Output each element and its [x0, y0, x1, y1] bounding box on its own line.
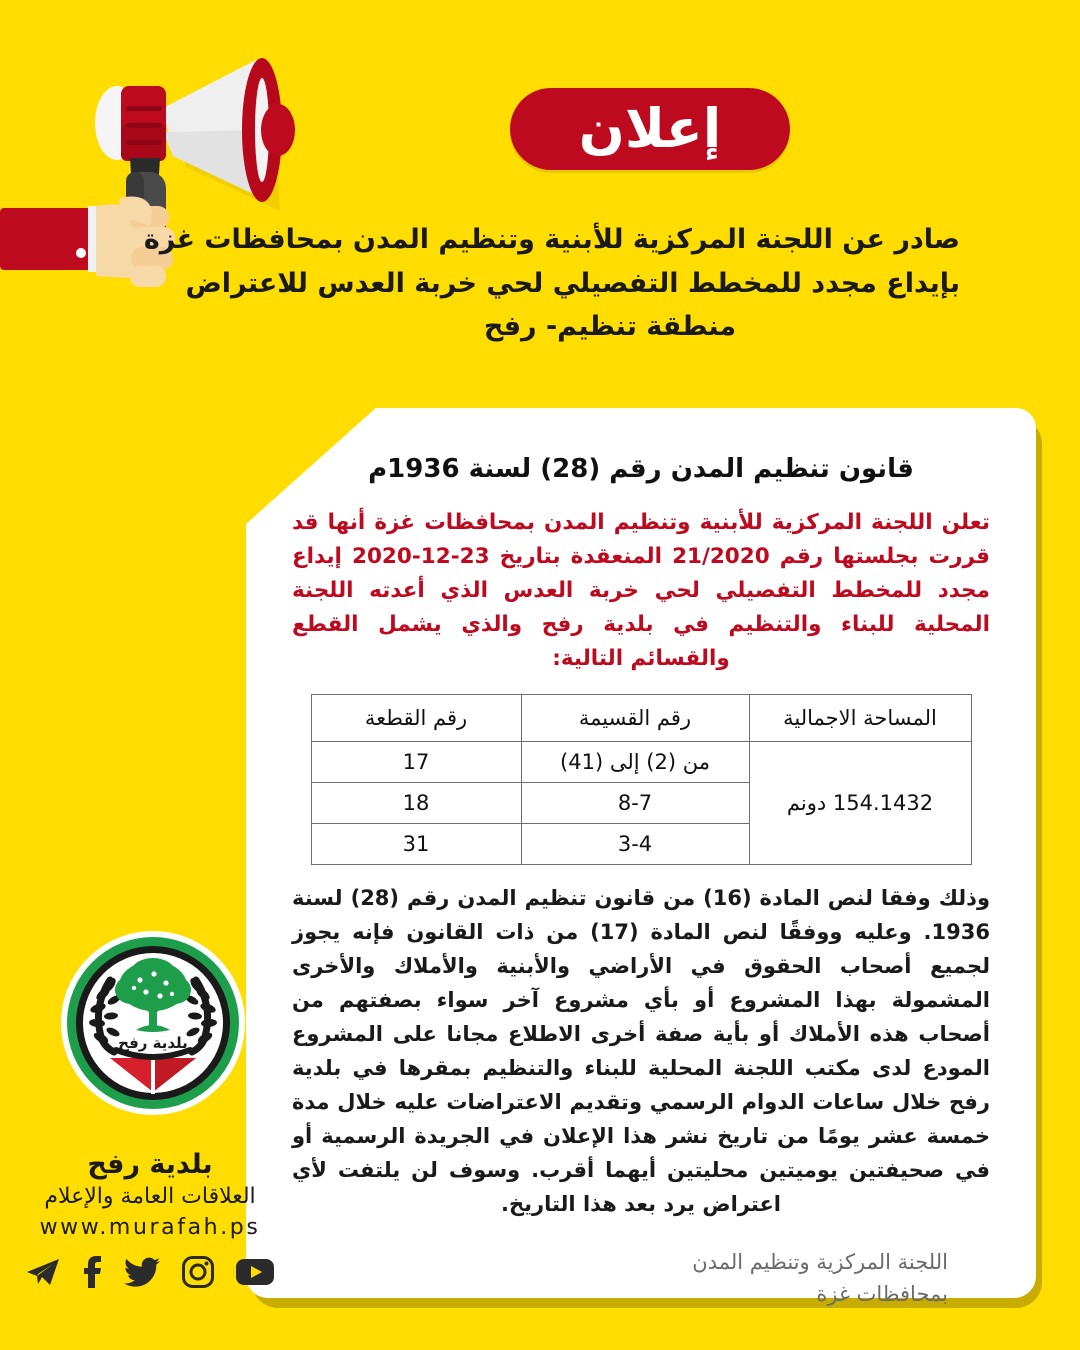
- brand-department: العلاقات العامة والإعلام: [44, 1183, 256, 1209]
- column-header-parcel: رقم القسيمة: [521, 694, 749, 741]
- cell-total-area: 154.1432 دونم: [749, 741, 971, 864]
- social-links: [0, 1256, 300, 1292]
- brand-website: www.murafah.ps: [39, 1215, 261, 1241]
- rafah-municipality-logo: [58, 928, 248, 1118]
- signature-line-2: بمحافظات غزة: [816, 1281, 948, 1306]
- decision-paragraph: تعلن اللجنة المركزية للأبنية وتنظيم المدن بمحافظات غزة أنها قد قررت بجلستها رقم 21/2020 المنعقدة بتاريخ 23-12-2020 إيداع مجدد للمخطط التفصيلي لحي خربة العدس الذي أعدته اللجنة المحلية للبناء والتنظيم في بلدية رفح والذي يشمل القطع والقسائم التالية:: [292, 510, 990, 671]
- cell-parcel: 3-4: [521, 823, 749, 864]
- announcement-title-badge: [510, 88, 790, 170]
- subtitle-block: [143, 218, 960, 349]
- brand-name: بلدية رفح: [87, 1149, 213, 1180]
- facebook-icon[interactable]: [82, 1256, 102, 1292]
- table-header-row: [311, 694, 971, 741]
- card-content: [246, 408, 1036, 1306]
- plots-table: [311, 694, 972, 865]
- column-header-plot: رقم القطعة: [311, 694, 521, 741]
- subtitle-line-3: منطقة تنظيم- رفح: [483, 311, 737, 343]
- signature-line-1: اللجنة المركزية وتنظيم المدن: [692, 1250, 948, 1274]
- law-heading: قانون تنظيم المدن رقم (28) لسنة 1936م: [368, 454, 914, 484]
- signature-block: [292, 1247, 990, 1310]
- youtube-icon[interactable]: [236, 1258, 274, 1290]
- logo-caption: بلدية رفح: [118, 1034, 188, 1052]
- cell-plot: 17: [311, 741, 521, 782]
- telegram-icon[interactable]: [26, 1257, 60, 1291]
- cell-parcel: 8-7: [521, 782, 749, 823]
- subtitle-line-2: بإيداع مجدد للمخطط التفصيلي لحي خربة العدس للاعتراض: [185, 267, 960, 299]
- page-title: إعلان: [578, 97, 722, 160]
- municipality-crest-icon: [58, 928, 248, 1118]
- subtitle-line-1: صادر عن اللجنة المركزية للأبنية وتنظيم المدن بمحافظات غزة: [143, 224, 960, 255]
- footer-brand: [0, 1148, 300, 1240]
- table-row: [311, 741, 971, 782]
- twitter-icon[interactable]: [124, 1257, 160, 1291]
- cell-parcel: من (2) إلى (41): [521, 741, 749, 782]
- cell-plot: 31: [311, 823, 521, 864]
- cell-plot: 18: [311, 782, 521, 823]
- instagram-icon[interactable]: [182, 1256, 214, 1292]
- column-header-area: المساحة الاجمالية: [749, 694, 971, 741]
- legal-notice-paragraph: وذلك وفقا لنص المادة (16) من قانون تنظيم المدن رقم (28) لسنة 1936. وعليه ووفقًا لنص المادة (17) من ذات القانون فإنه يجوز لجميع أصحاب الحقوق في الأراضي والأبنية والأملاك والأخرى المشمولة بهذا المشروع أو بأي مشروع آخر سواء بصفتهم من أصحاب هذه الأملاك أو بأية صفة أخرى الاطلاع مجانا على المشروع المودع لدى مكتب اللجنة المحلية للبناء والتنظيم بمقرها في بلدية رفح خلال ساعات الدوام الرسمي وتقديم الاعتراضات عليه خلال مدة خمسة عشر يومًا من تاريخ نشر هذا الإعلان في الجريدة الرسمية أو في صحيفتين يوميتين محليتين أيهما أقرب. وسوف لن يلتفت لأي اعتراض يرد بعد هذا التاريخ.: [292, 885, 990, 1216]
